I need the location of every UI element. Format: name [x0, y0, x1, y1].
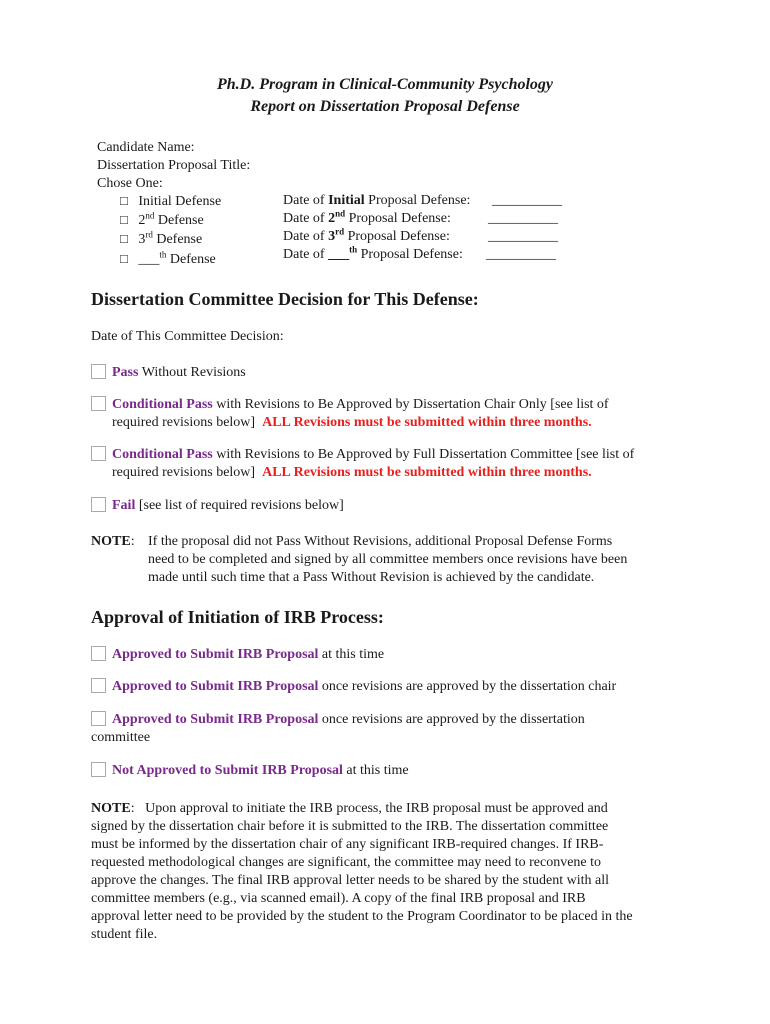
decision-date-label: Date of This Committee Decision:: [91, 329, 284, 344]
checkbox-icon[interactable]: □: [120, 251, 128, 266]
irb-not-approved-label: Not Approved to Submit IRB Proposal at this time: [112, 763, 409, 778]
date-2nd-blank[interactable]: __________: [488, 211, 558, 226]
irb-note-line: signed by the dissertation chair before it is submitted to the IRB. The dissertation committee: [91, 819, 609, 834]
date-initial-blank[interactable]: __________: [492, 193, 562, 208]
committee-note-line: If the proposal did not Pass Without Revisions, additional Proposal Defense Forms: [148, 534, 613, 549]
irb-approved-committee-checkbox[interactable]: [91, 711, 106, 726]
form-title: Ph.D. Program in Clinical-Community Psychology: [216, 76, 554, 93]
conditional-pass-chair-label: Conditional Pass with Revisions to Be Approved by Dissertation Chair Only [see list of: [112, 397, 609, 412]
checkbox-icon[interactable]: □: [120, 231, 128, 246]
conditional-pass-chair-line2: required revisions below] ALL Revisions must be submitted within three months.: [112, 415, 592, 430]
committee-note-line: need to be completed and signed by all committee members once revisions have been: [148, 552, 628, 567]
irb-note-first-line: NOTE: Upon approval to initiate the IRB process, the IRB proposal must be approved and: [91, 801, 608, 816]
irb-approved-now-label: Approved to Submit IRB Proposal at this time: [112, 647, 385, 662]
irb-approved-committee-line2: committee: [91, 730, 151, 745]
conditional-pass-committee-line2: required revisions below] ALL Revisions must be submitted within three months.: [112, 465, 592, 480]
chose-one-label: Chose One:: [97, 176, 163, 191]
option-nth-defense[interactable]: □ ___$^{th}$ Defense: [120, 249, 216, 267]
option-3rd-defense[interactable]: □ 3rd Defense: [120, 229, 203, 247]
form-subtitle: Report on Dissertation Proposal Defense: [250, 98, 520, 115]
proposal-title-label: Dissertation Proposal Title:: [97, 158, 251, 173]
irb-note-line: committee members (e.g., via scanned email). A copy of the final IRB proposal and IRB: [91, 891, 586, 906]
irb-approved-chair-checkbox[interactable]: [91, 678, 106, 693]
irb-approved-chair-label: Approved to Submit IRB Proposal once revisions are approved by the dissertation chair: [112, 679, 617, 694]
date-nth-defense: Date of ___$^{th}$ Proposal Defense:: [283, 244, 463, 262]
conditional-pass-chair-checkbox[interactable]: [91, 396, 106, 411]
irb-note-line: must be informed by the dissertation chair of any significant IRB-required changes. If IRB-: [91, 837, 604, 852]
committee-decision-heading: Dissertation Committee Decision for This Defense:: [91, 289, 479, 309]
irb-note-line: approval letter need to be provided by the student to the Program Coordinator to be placed in the: [91, 909, 633, 924]
irb-not-approved-checkbox[interactable]: [91, 762, 106, 777]
option-2nd-defense[interactable]: □ 2nd Defense: [120, 210, 204, 228]
irb-note-line: student file.: [91, 927, 158, 942]
irb-note-line: approve the changes. The final IRB approval letter needs to be shared by the student with all: [91, 873, 609, 888]
candidate-name-label: Candidate Name:: [97, 140, 195, 155]
irb-note-line: requested methodological changes are significant, the committee may need to reconvene to: [91, 855, 602, 870]
irb-approved-committee-label: Approved to Submit IRB Proposal once revisions are approved by the dissertation: [112, 712, 585, 727]
checkbox-icon[interactable]: □: [120, 193, 128, 208]
date-2nd-defense: Date of 2nd Proposal Defense:: [283, 208, 451, 226]
pass-option-label: Pass Without Revisions: [112, 365, 246, 380]
date-3rd-defense: Date of 3rd Proposal Defense:: [283, 226, 450, 244]
fail-option-label: Fail [see list of required revisions below]: [112, 498, 344, 513]
checkbox-icon[interactable]: □: [120, 212, 128, 227]
irb-approval-heading: Approval of Initiation of IRB Process:: [91, 607, 384, 627]
pass-checkbox[interactable]: [91, 364, 106, 379]
date-initial-defense: Date of Initial Proposal Defense:: [283, 193, 471, 208]
committee-note-label: NOTE:: [91, 534, 135, 549]
conditional-pass-committee-label: Conditional Pass with Revisions to Be Approved by Full Dissertation Committee [see list of: [112, 447, 635, 462]
conditional-pass-committee-checkbox[interactable]: [91, 446, 106, 461]
committee-note-line: made until such time that a Pass Without Revision is achieved by the candidate.: [148, 570, 595, 585]
fail-checkbox[interactable]: [91, 497, 106, 512]
irb-approved-now-checkbox[interactable]: [91, 646, 106, 661]
date-3rd-blank[interactable]: __________: [488, 229, 558, 244]
option-initial-defense[interactable]: □ Initial Defense: [120, 193, 222, 209]
date-nth-blank[interactable]: __________: [486, 247, 556, 262]
